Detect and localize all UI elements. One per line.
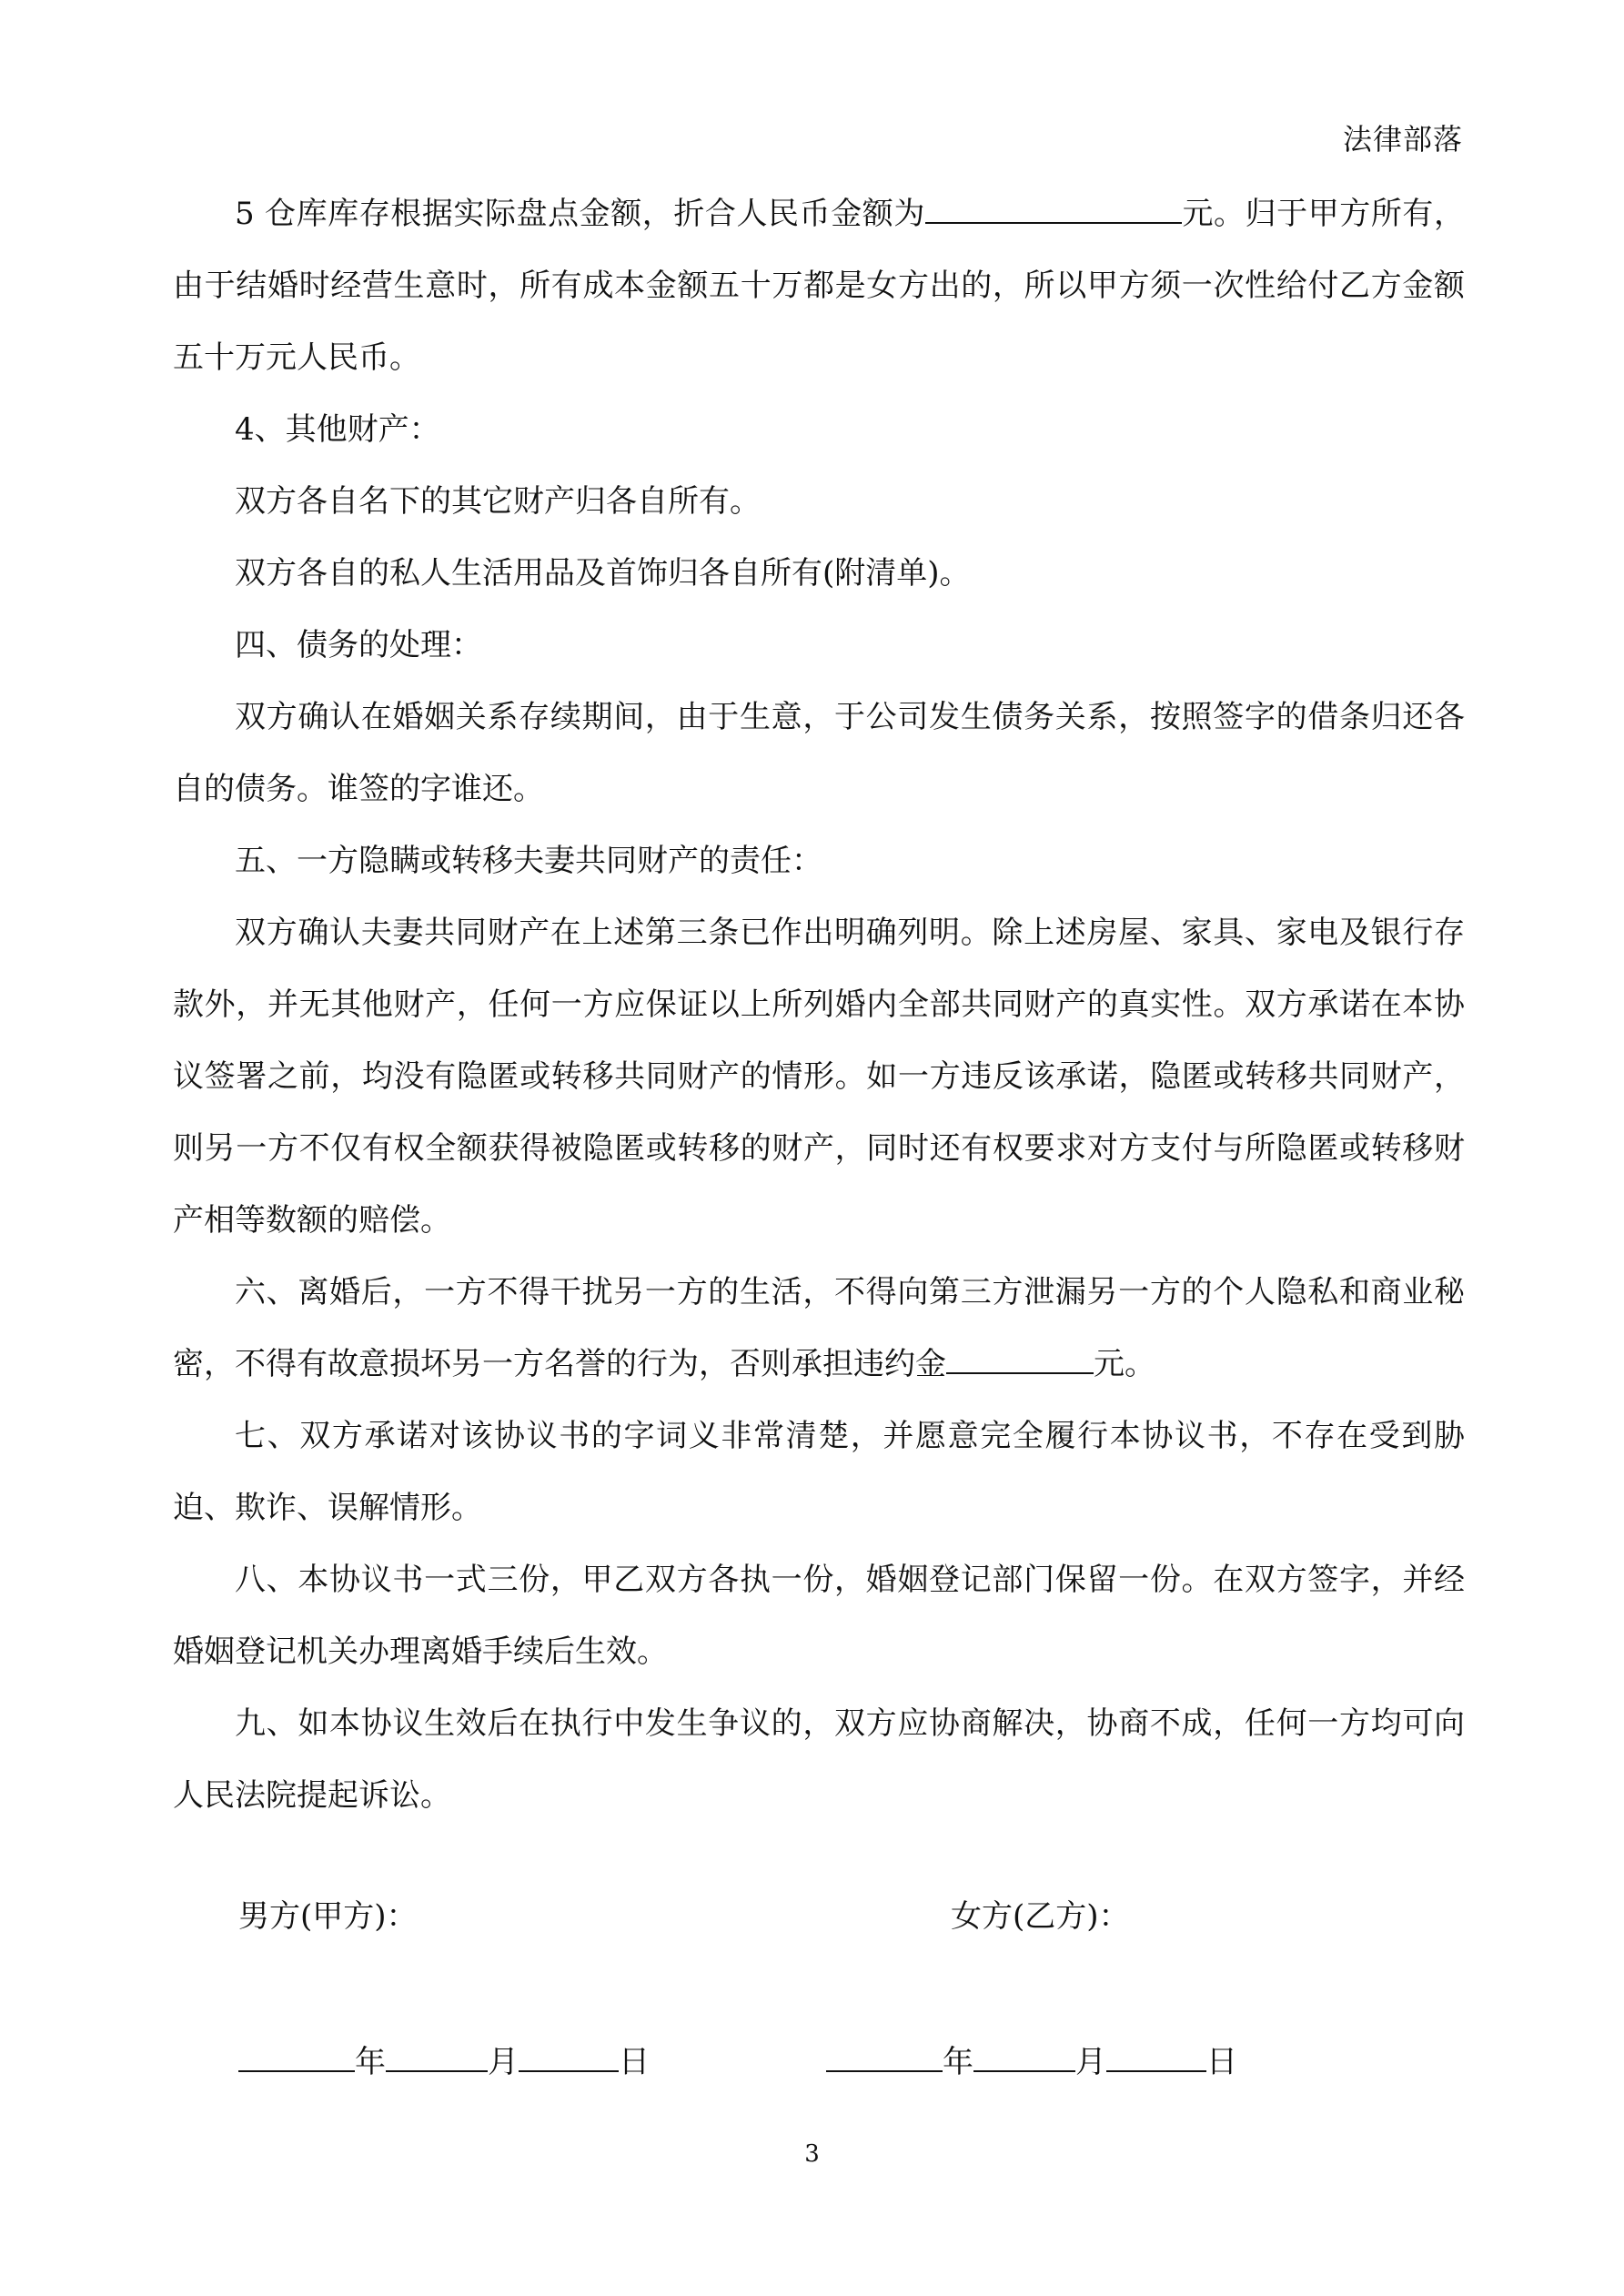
party-b-signature-label: 女方(乙方)： [951, 1898, 1130, 1935]
paragraph-concealment: 双方确认夫妻共同财产在上述第三条已作出明确列明。除上述房屋、家具、家电及银行存款外，并无其他财产，任何一方应保证以上所列婚内全部共同财产的真实性。双方承诺在本协议签署之前，均没有隐匿或转移共同财产的情形。如一方违反该承诺，隐匿或转移共同财产，则另一方不仅有权全额获得被隐匿或转移的财产，同时还有权要求对方支付与所隐匿或转移财产相等数额的赔偿。 [173, 915, 1465, 1239]
year-blank [826, 2043, 943, 2072]
day-blank [1106, 2043, 1206, 2072]
paragraph-personal-items: 双方各自的私人生活用品及首饰归各自所有(附清单)。 [235, 555, 971, 592]
year-blank [238, 2043, 355, 2072]
paragraph-text: 5 仓库库存根据实际盘点金额，折合人民币金额为 [235, 196, 925, 232]
paragraph-own-property: 双方各自名下的其它财产归各自所有。 [235, 483, 761, 520]
paragraph-text: 元。 [1094, 1346, 1155, 1382]
party-b-date [826, 2037, 1237, 2081]
month-blank [973, 2043, 1075, 2072]
paragraph-understanding: 七、双方承诺对该协议书的字词义非常清楚，并愿意完全履行本协议书，不存在受到胁迫、欺诈、误解情形。 [173, 1418, 1465, 1526]
heading-other-property: 4、其他财产： [235, 411, 440, 448]
paragraph-warehouse-inventory [173, 178, 1465, 394]
paragraph-privacy [173, 1257, 1465, 1401]
month-blank [386, 2043, 488, 2072]
month-label: 月 [488, 2044, 519, 2080]
header-brand: 法律部落 [1342, 122, 1463, 157]
day-label: 日 [619, 2044, 650, 2080]
paragraph-debt: 双方确认在婚姻关系存续期间，由于生意，于公司发生债务关系，按照签字的借条归还各自的债务。谁签的字谁还。 [173, 699, 1465, 807]
amount-blank [925, 195, 1182, 224]
year-label: 年 [355, 2044, 386, 2080]
month-label: 月 [1075, 2044, 1106, 2080]
party-a-signature-label: 男方(甲方)： [238, 1898, 418, 1935]
day-blank [519, 2043, 619, 2072]
paragraph-text: 六、离婚后，一方不得干扰另一方的生活，不得向第三方泄漏另一方的个人隐私和商业秘密，不得有故意损坏另一方名誉的行为，否则承担违约金 [173, 1274, 1465, 1382]
paragraph-copies: 八、本协议书一式三份，甲乙双方各执一份，婚姻登记部门保留一份。在双方签字，并经婚姻登记机关办理离婚手续后生效。 [173, 1562, 1465, 1670]
paragraph-disputes: 九、如本协议生效后在执行中发生争议的，双方应协商解决，协商不成，任何一方均可向人民法院提起诉讼。 [173, 1705, 1465, 1814]
page-number: 3 [804, 2140, 820, 2168]
year-label: 年 [943, 2044, 973, 2080]
party-a-date [238, 2037, 650, 2081]
agreement-body [173, 178, 1465, 1832]
heading-concealment-liability: 五、一方隐瞒或转移夫妻共同财产的责任： [235, 843, 822, 879]
paragraph-text: 元。归于甲方所有，由于结婚时经营生意时，所有成本金额五十万都是女方出的，所以甲方须一次性给付乙方金额五十万元人民币。 [173, 196, 1465, 376]
heading-debt-handling: 四、债务的处理： [235, 627, 482, 663]
penalty-blank [946, 1345, 1094, 1374]
day-label: 日 [1206, 2044, 1237, 2080]
